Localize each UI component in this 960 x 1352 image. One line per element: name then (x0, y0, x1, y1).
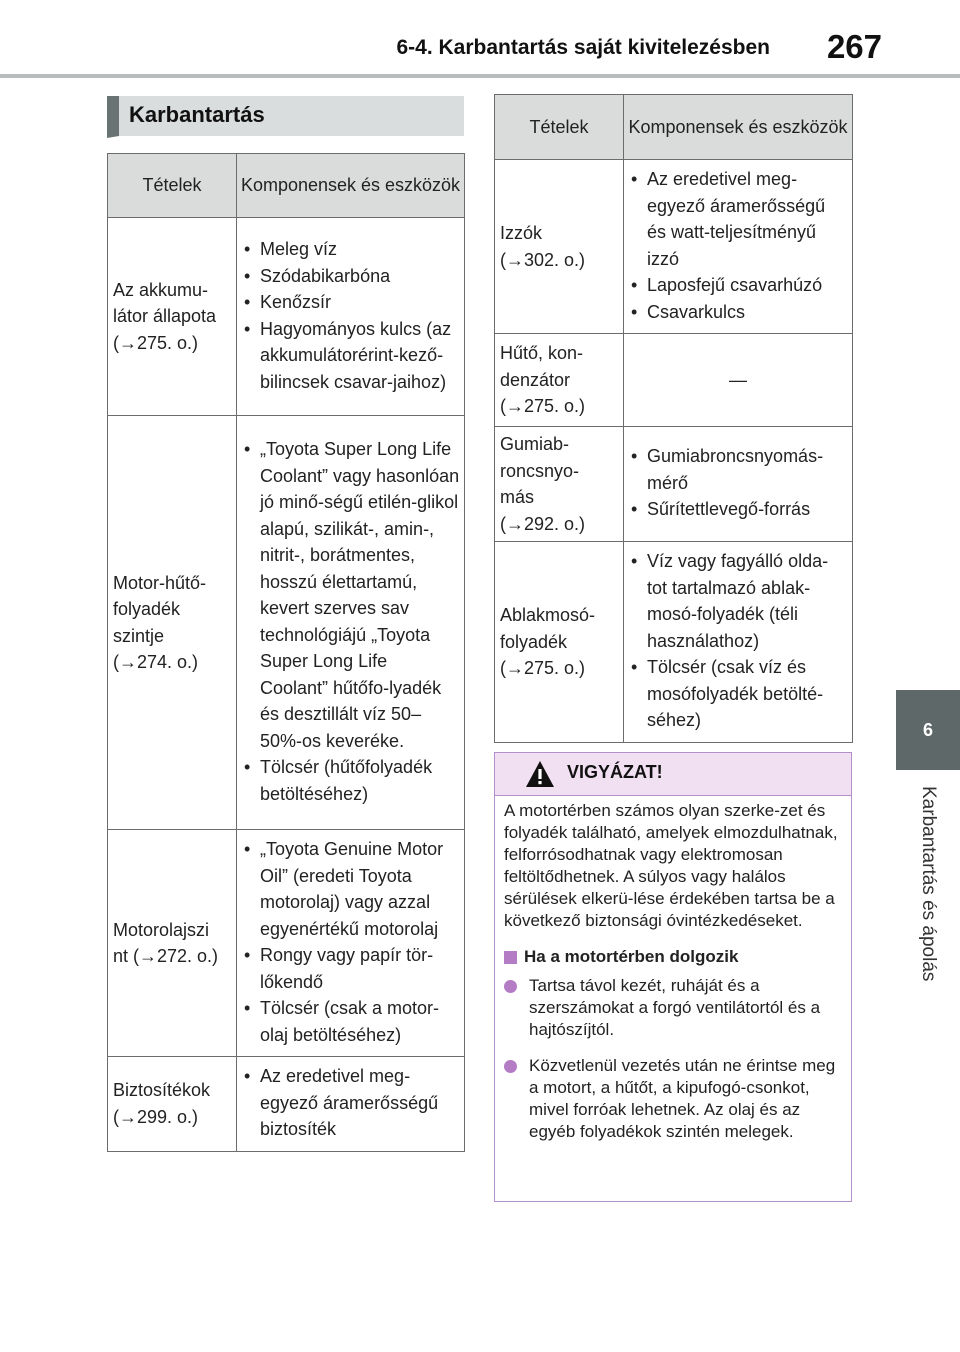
table-row (495, 160, 853, 334)
column-header-components: Komponensek és eszközök (624, 95, 853, 160)
table-row (495, 334, 853, 427)
list-item: • „Toyota Super Long Life Coolant” vagy hasonlóan jó minő-ségű etilén-glikol alapú, szilikát-, amin-, nitrit-, borátmentes, hosszú élettartamú, kevert szerves sav technológiájú „Toyota Super Long Life Coolant” hűtőfo-lyadék és desztillált víz 50–50%-os keveréke. (243, 436, 460, 754)
circle-bullet-icon (504, 980, 517, 993)
table-components-cell (237, 416, 465, 830)
table-header-row (108, 154, 465, 218)
list-item: • „Toyota Genuine Motor Oil” (eredeti Toyota motorolaj) vagy azzal egyenértékű motorolaj (243, 836, 460, 942)
table-item-cell: Izzók (→302. o.) (495, 160, 624, 334)
table-components-cell (237, 830, 465, 1057)
list-item: • Tölcsér (csak a motor-olaj betöltéséhez) (243, 995, 460, 1048)
table-item-cell: Motorolajszi nt (→272. o.) (108, 830, 237, 1057)
chapter-number: 6 (922, 719, 933, 740)
chapter-tab (896, 690, 960, 770)
table-item-cell: Az akkumu- látor állapota (→275. o.) (108, 218, 237, 416)
maintenance-table-left (107, 153, 465, 1152)
column-header-items: Tételek (108, 154, 237, 218)
list-item: • Csavarkulcs (630, 299, 848, 326)
list-item: • Gumiabroncsnyomás-mérő (630, 443, 848, 496)
square-bullet-icon (504, 951, 517, 964)
warning-box (494, 752, 852, 1202)
list-item: • Az eredetivel meg-egyező áramerősségű és watt-teljesítményű izzó (630, 166, 848, 272)
list-item: • Az eredetivel meg-egyező áramerősségű biztosíték (243, 1063, 460, 1143)
maintenance-table-right (494, 94, 853, 743)
table-row (108, 218, 465, 416)
list-item: • Tölcsér (hűtőfolyadék betöltéséhez) (243, 754, 460, 807)
table-item-cell: Gumiab- roncsnyo- más (→292. o.) (495, 427, 624, 542)
table-components-cell (624, 334, 853, 427)
table-components-cell (624, 542, 853, 743)
circle-bullet-icon (504, 1060, 517, 1073)
list-item: • Kenőzsír (243, 289, 460, 316)
warning-subheading: Ha a motortérben dolgozik (504, 946, 839, 968)
list-item: • Laposfejű csavarhúzó (630, 272, 848, 299)
chapter-label-text: Karbantartás és ápolás (918, 786, 939, 982)
warning-title: VIGYÁZAT! (567, 762, 663, 782)
table-row (108, 1057, 465, 1152)
page-number: 267 (826, 28, 882, 65)
table-row (108, 416, 465, 830)
list-item: • Víz vagy fagyálló olda-tot tartalmazó ablak-mosó-folyadék (téli használathoz) (630, 548, 848, 654)
warning-intro: A motortérben számos olyan szerke-zet és folyadék található, amelyek elmozdulhatnak, felforrósodhatnak vagy elektromosan feltöltődhetnek. A súlyos vagy halálos sérülések elkerü-lése érdekében tartsa be a következő biztonsági óvintézkedéseket. (504, 801, 838, 930)
warning-triangle-icon (525, 760, 555, 788)
column-header-components: Komponensek és eszközök (237, 154, 465, 218)
chapter-label (896, 770, 960, 1020)
table-components-cell (237, 218, 465, 416)
warning-bullet: Tartsa távol kezét, ruháját és a szerszámokat a forgó ventilátortól és a hajtószíjtól. (504, 975, 839, 1041)
table-header-row (495, 95, 853, 160)
warning-bullet: Közvetlenül vezetés után ne érintse meg a motort, a hűtőt, a kipufogó-csonkot, mivel forróak lehetnek. Az olaj és az egyéb folyadékok szintén melegek. (504, 1055, 839, 1143)
warning-header (495, 753, 851, 796)
section-title: 6-4. Karbantartás saját kivitelezésben (396, 36, 770, 59)
empty-dash: — (729, 369, 747, 390)
table-components-cell (237, 1057, 465, 1152)
table-row (495, 542, 853, 743)
column-header-items: Tételek (495, 95, 624, 160)
table-components-cell (624, 160, 853, 334)
list-item: • Tölcsér (csak víz és mosófolyadék betölté-séhez) (630, 654, 848, 734)
section-heading (107, 96, 464, 138)
table-item-cell: Motor-hűtő- folyadék szintje (→274. o.) (108, 416, 237, 830)
list-item: • Meleg víz (243, 236, 460, 263)
list-item: • Rongy vagy papír tör-lőkendő (243, 942, 460, 995)
table-row (495, 427, 853, 542)
table-item-cell: Hűtő, kon- denzátor (→275. o.) (495, 334, 624, 427)
section-heading-text: Karbantartás (129, 102, 265, 127)
list-item: • Sűrítettlevegő-forrás (630, 496, 848, 523)
table-item-cell: Ablakmosó- folyadék (→275. o.) (495, 542, 624, 743)
warning-body (495, 796, 851, 1143)
page-header (0, 0, 960, 80)
header-rule (0, 74, 960, 78)
table-components-cell (624, 427, 853, 542)
table-row (108, 830, 465, 1057)
list-item: • Szódabikarbóna (243, 263, 460, 290)
table-item-cell: Biztosítékok (→299. o.) (108, 1057, 237, 1152)
list-item: • Hagyományos kulcs (az akkumulátorérint-kező-bilincsek csavar-jaihoz) (243, 316, 460, 396)
